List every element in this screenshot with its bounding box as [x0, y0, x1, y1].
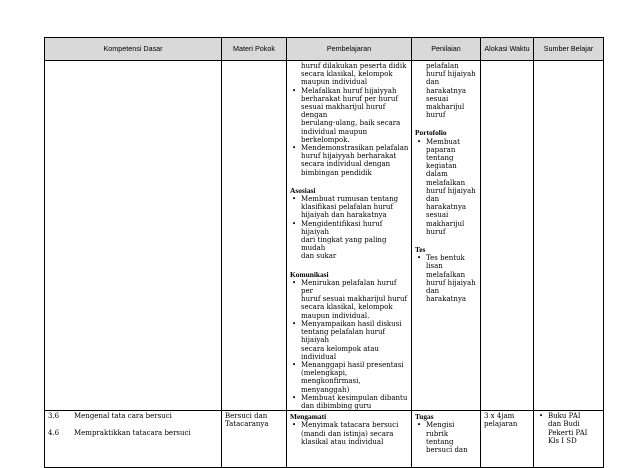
section-heading-komunikasi: Komunikasi	[290, 269, 329, 279]
text-line: berharakat huruf per huruf	[301, 94, 398, 103]
header-penilaian: Penilaian	[412, 38, 481, 61]
text-line: sesuai	[426, 94, 449, 103]
text-line: kegiatan	[426, 162, 457, 171]
cell-penilaian-2	[412, 411, 481, 468]
text-line: huruf	[426, 111, 446, 120]
text-line: Buku PAI	[548, 412, 581, 421]
text-line: lisan	[426, 262, 443, 271]
pembelajaran-bullets-1	[290, 87, 409, 177]
header-kompetensi-dasar: Kompetensi Dasar	[45, 38, 222, 61]
text-line: huruf hijaiyyah berharakat	[301, 152, 397, 161]
kd-text: Mempraktikkan tatacara bersuci	[74, 429, 191, 438]
text-line: secara individual dengan	[301, 160, 391, 169]
text-line: individual maupun	[301, 127, 368, 136]
cell-pembelajaran-2	[287, 411, 412, 468]
bullet-icon: •	[292, 144, 297, 153]
penilaian-lead	[415, 62, 478, 119]
pembelajaran-lead	[290, 62, 409, 87]
header-row	[45, 38, 604, 61]
list-item	[415, 254, 478, 303]
kd-item	[48, 412, 219, 420]
alokasi-text	[481, 411, 533, 428]
cell-materi	[222, 411, 287, 468]
text-line: dan	[426, 78, 440, 87]
list-item	[290, 320, 409, 361]
text-line: dan	[426, 195, 440, 204]
text-line: Kls I SD	[548, 436, 577, 445]
text-line: dalam	[426, 170, 448, 179]
text-line: melafalkan	[426, 178, 466, 187]
text-line: Tes bentuk	[426, 254, 465, 263]
cell-materi-empty	[222, 61, 287, 411]
kd-text: Mengenal tata cara bersuci	[74, 412, 172, 421]
list-item	[290, 195, 409, 220]
section-heading-asosiasi: Asosiasi	[290, 185, 316, 195]
text-line: Menyampaikan hasil diskusi	[301, 319, 402, 328]
tugas-bullets	[415, 421, 478, 454]
text-line: Menanggapi hasil presentasi	[301, 360, 404, 369]
text-line: harakatnya	[426, 86, 467, 95]
text-line: secara kelompok atau individual	[301, 344, 379, 361]
header-alokasi-waktu: Alokasi Waktu	[481, 38, 534, 61]
text-line: pelafalan	[426, 62, 459, 70]
table-row	[45, 61, 604, 411]
table-row	[45, 411, 604, 468]
text-line: dan sukar	[301, 252, 337, 261]
text-line: Bersuci dan	[225, 412, 268, 421]
pembelajaran-bullets-2	[290, 195, 409, 261]
text-line: huruf	[426, 227, 446, 236]
syllabus-table	[44, 37, 604, 468]
text-line: maupun individual.	[301, 311, 370, 320]
bullet-icon: •	[539, 412, 544, 421]
list-item	[290, 87, 409, 144]
mengamati-bullets	[290, 421, 409, 446]
list-item	[290, 421, 409, 446]
text-line: klasifikasi pelafalan huruf	[301, 203, 394, 212]
text-line: huruf sesuai makharijul huruf	[301, 295, 408, 304]
text-line: (melengkapi, mengkonfirmasi,	[301, 369, 361, 386]
list-item	[290, 394, 409, 410]
section-heading-portofolio: Portofolio	[415, 128, 447, 138]
text-line: bersuci dan	[426, 445, 468, 454]
text-line: Mendemonstrasikan pelafalan	[301, 144, 409, 153]
text-line: berkelompok.	[301, 135, 350, 144]
kd-number: 4.6	[48, 429, 60, 438]
text-line: tentang pelafalan huruf hijaiyah	[301, 328, 386, 345]
pembelajaran-bullets-3	[290, 279, 409, 410]
list-item	[290, 361, 409, 394]
list-item	[415, 421, 478, 454]
cell-pembelajaran	[287, 61, 412, 411]
text-line: maupun individual	[301, 78, 368, 87]
text-line: melafalkan	[426, 270, 466, 279]
text-line: dan dibimbing guru	[301, 401, 372, 410]
text-line: 3 x 4jam	[484, 412, 515, 421]
text-line: huruf dilakukan peserta didik	[301, 62, 407, 70]
text-line: Pekerti PAI	[548, 428, 588, 437]
text-line: harakatnya	[426, 295, 467, 304]
bullet-icon: •	[292, 86, 297, 95]
bullet-icon: •	[292, 360, 297, 369]
cell-penilaian	[412, 61, 481, 411]
text-line: bimbingan pendidik	[301, 168, 372, 177]
bullet-icon: •	[292, 319, 297, 328]
text-line: Tatacaranya	[225, 420, 269, 429]
text-line: pelajaran	[484, 420, 518, 429]
bullet-icon: •	[417, 254, 422, 263]
text-line: Membuat rumusan tentang	[301, 195, 399, 204]
list-item	[290, 144, 409, 177]
text-line: Menirukan pelafalan huruf per	[301, 278, 397, 296]
text-line: tentang	[426, 437, 454, 446]
text-line: huruf hijaiyah	[426, 70, 476, 79]
text-line: makharijul	[426, 219, 465, 228]
list-item	[415, 138, 478, 236]
bullet-icon: •	[292, 278, 297, 287]
bullet-icon: •	[292, 421, 297, 430]
text-line: Menyimak tatacara bersuci	[301, 421, 399, 430]
section-heading-tes: Tes	[415, 245, 426, 255]
list-item	[290, 279, 409, 320]
text-line: (mandi dan istinja) secara	[301, 429, 394, 438]
text-line: sesuai makharijul huruf dengan	[301, 103, 386, 120]
tes-bullets	[415, 254, 478, 303]
text-line: tentang	[426, 154, 454, 163]
text-line: paparan	[426, 145, 456, 154]
text-line: Membuat kesimpulan dibantu	[301, 393, 408, 402]
bullet-icon: •	[417, 421, 422, 430]
header-sumber-belajar: Sumber Belajar	[534, 38, 604, 61]
kd-number: 3.6	[48, 412, 60, 421]
text-line: berulang-ulang, baik secara	[301, 119, 401, 128]
list-item	[537, 412, 601, 445]
cell-sumber	[534, 411, 604, 468]
sumber-bullets	[537, 412, 601, 445]
section-heading-tugas: Tugas	[415, 412, 434, 422]
text-line: dan	[426, 287, 440, 296]
bullet-icon: •	[292, 195, 297, 204]
cell-alokasi-empty	[481, 61, 534, 411]
cell-kompetensi	[45, 411, 222, 468]
text-line: huruf hijaiyah	[426, 186, 476, 195]
text-line: menyanggah)	[301, 385, 350, 394]
bullet-icon: •	[292, 219, 297, 228]
text-line: makharijul	[426, 103, 465, 112]
text-line: Mengidentifikasi huruf hijaiyah	[301, 219, 383, 236]
cell-kompetensi-empty	[45, 61, 222, 411]
text-line: sesuai	[426, 211, 449, 220]
header-pembelajaran: Pembelajaran	[287, 38, 412, 61]
text-line: huruf hijaiyah	[426, 278, 476, 287]
text-line: Mengisi rubrik	[426, 421, 455, 438]
kd-item	[48, 429, 219, 437]
text-line: secara klasikal, kelompok	[301, 303, 393, 312]
text-line: hijaiyah dan harakatnya	[301, 211, 387, 220]
cell-alokasi	[481, 411, 534, 468]
bullet-icon: •	[417, 137, 422, 146]
bullet-icon: •	[292, 393, 297, 402]
portofolio-bullets	[415, 138, 478, 236]
header-materi-pokok: Materi Pokok	[222, 38, 287, 61]
text-line: dari tingkat yang paling mudah	[301, 236, 387, 253]
cell-sumber-empty	[534, 61, 604, 411]
section-heading-mengamati: Mengamati	[290, 412, 327, 422]
text-line: secara klasikal, kelompok	[301, 70, 393, 79]
text-line: Membuat	[426, 137, 460, 146]
materi-text	[222, 411, 286, 428]
text-line: Melafalkan huruf hijaiyyah	[301, 86, 397, 95]
text-line: harakatnya	[426, 203, 467, 212]
text-line: klasikal atau individual	[301, 437, 384, 446]
list-item	[290, 220, 409, 261]
text-line: dan Budi	[548, 420, 580, 429]
